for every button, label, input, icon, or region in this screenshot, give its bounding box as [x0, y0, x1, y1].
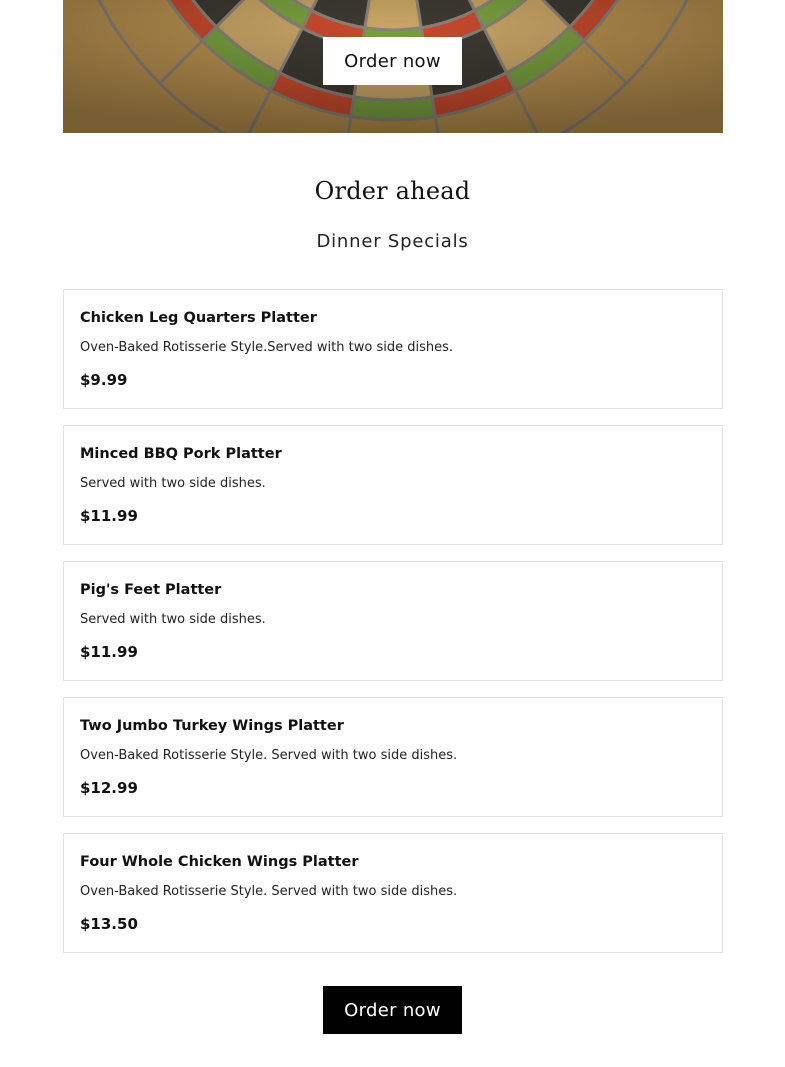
- menu-item-price: $12.99: [80, 779, 138, 797]
- menu-item-price: $9.99: [80, 371, 128, 389]
- menu-item-name: Two Jumbo Turkey Wings Platter: [80, 718, 344, 734]
- hero-order-now-button[interactable]: Order now: [323, 37, 462, 85]
- menu-item-price: $13.50: [80, 915, 138, 933]
- menu-item-description: Served with two side dishes.: [80, 476, 266, 491]
- menu-item[interactable]: [63, 561, 723, 681]
- page-title: Order ahead: [314, 177, 471, 205]
- menu-item[interactable]: [63, 289, 723, 409]
- section-subtitle: Dinner Specials: [316, 231, 469, 252]
- menu-item-name: Chicken Leg Quarters Platter: [80, 310, 317, 326]
- menu-item-name: Four Whole Chicken Wings Platter: [80, 854, 359, 870]
- menu-item-description: Served with two side dishes.: [80, 612, 266, 627]
- menu-item-price: $11.99: [80, 643, 138, 661]
- menu-list: [63, 289, 723, 969]
- menu-item[interactable]: [63, 425, 723, 545]
- menu-item-name: Minced BBQ Pork Platter: [80, 446, 282, 462]
- menu-item-price: $11.99: [80, 507, 138, 525]
- menu-item[interactable]: [63, 833, 723, 953]
- bottom-order-now-button[interactable]: Order now: [323, 986, 462, 1034]
- menu-item-name: Pig's Feet Platter: [80, 582, 222, 598]
- menu-item-description: Oven-Baked Rotisserie Style. Served with two side dishes.: [80, 748, 458, 763]
- menu-item-description: Oven-Baked Rotisserie Style. Served with two side dishes.: [80, 884, 458, 899]
- menu-item[interactable]: [63, 697, 723, 817]
- hero-banner: [63, 0, 723, 133]
- menu-item-description: Oven-Baked Rotisserie Style.Served with two side dishes.: [80, 340, 453, 355]
